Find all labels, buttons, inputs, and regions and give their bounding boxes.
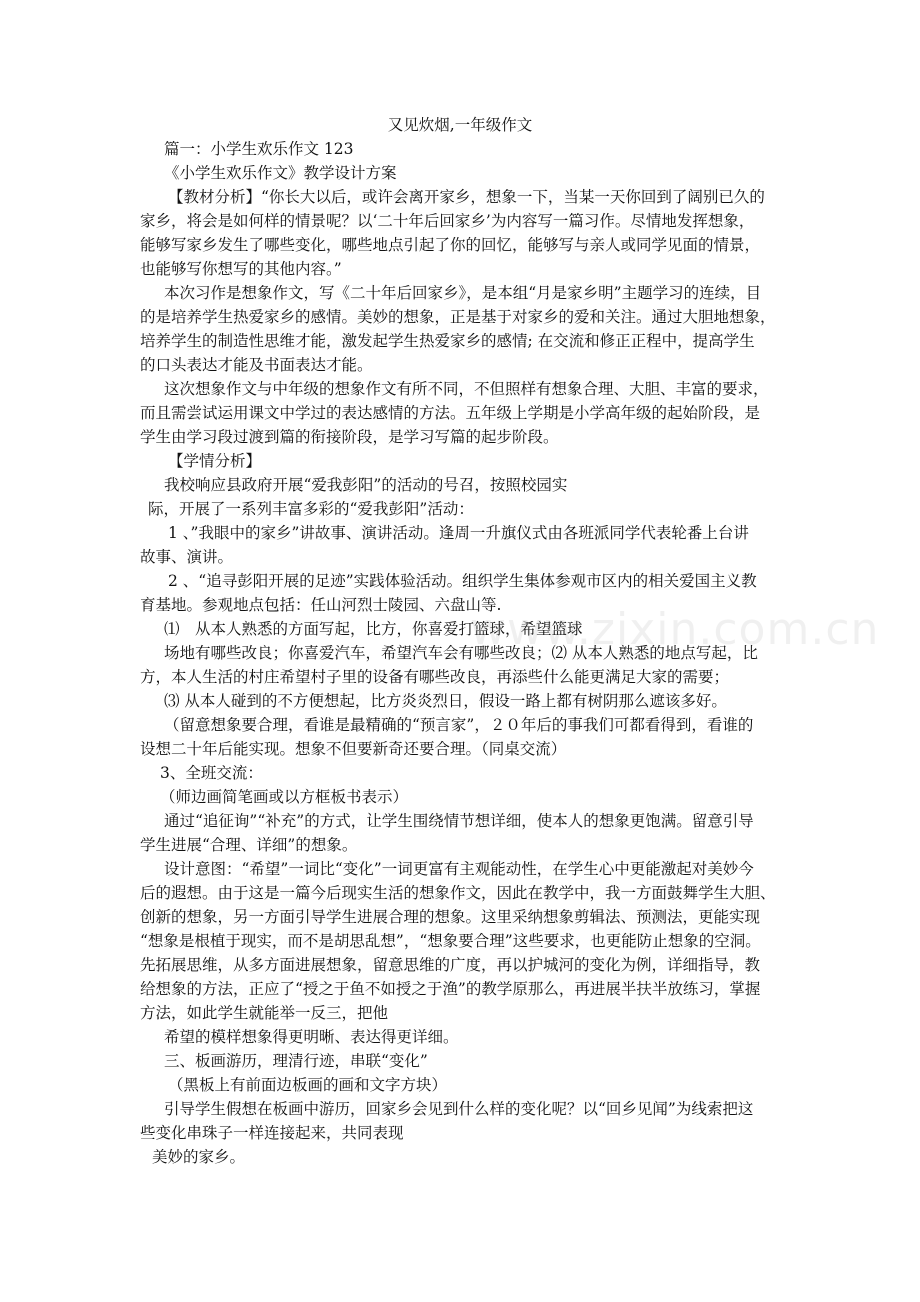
text-line: 育基地。参观地点包括：任山河烈士陵园、六盘山等. (140, 596, 502, 614)
text-line: 《小学生欢乐作文》教学设计方案 (164, 164, 397, 182)
text-line: 希望的模样想象得更明晰、表达得更详细。 (164, 1028, 459, 1046)
text-line: 际，开展了一系列丰富多彩的“爱我彭阳”活动： (148, 500, 474, 518)
text-line: 先拓展思维，从多方面进展想象，留意思维的广度，再以护城河的变化为例，详细指导，教 (140, 956, 761, 974)
text-line: 设想二十年后能实现。想象不但要新奇还要合理。（同桌交流） (140, 740, 567, 758)
text-line: 【教材分析】“你长大以后，或许会离开家乡，想象一下，当某一天你回到了阔别已久的 (168, 188, 765, 206)
text-line: 引导学生假想在板画中游历，回家乡会见到什么样的变化呢？以“回乡见闻”为线索把这 (164, 1100, 754, 1118)
text-line: 美妙的家乡。 (152, 1148, 246, 1166)
text-line: 家乡，将会是如何样的情景呢？以‘二十年后回家乡’为内容写一篇习作。尽情地发挥想象， (140, 212, 755, 230)
watermark: www.zixin.com.cn (470, 604, 880, 655)
text-line: 1 、”我眼中的家乡”讲故事、演讲活动。逢周一升旗仪式由各班派同学代表轮番上台讲 (168, 524, 749, 542)
text-line: “想象是根植于现实，而不是胡思乱想”，“想象要合理”这些要求，也更能防止想象的空洞。 (140, 932, 761, 950)
text-line: 3、全班交流： (160, 764, 263, 782)
text-line: 三、板画游历，理清行迹，串联“变化” (164, 1052, 428, 1070)
text-line: 场地有哪些改良；你喜爱汽车，希望汽车会有哪些改良；⑵ 从本人熟悉的地点写起，比 (164, 644, 758, 662)
text-line: 后的遐想。由于这是一篇今后现实生活的想象作文，因此在教学中，我一方面鼓舞学生大胆、 (140, 884, 776, 902)
text-line: 能够写家乡发生了哪些变化，哪些地点引起了你的回忆，能够写与亲人或同学见面的情景， (140, 236, 761, 254)
text-line: （黑板上有前面边板画的画和文字方块） (168, 1076, 448, 1094)
text-line: （师边画简笔画或以方框板书表示） (160, 788, 409, 806)
text-line: 的是培养学生热爱家乡的感情。美妙的想象，正是基于对家乡的爱和关注。通过大胆地想象， (140, 308, 776, 326)
text-line: ⑶ 从本人碰到的不方便想起，比方炎炎烈日，假设一路上都有树阴那么遮该多好。 (164, 692, 727, 710)
document-title: 又见炊烟,一年级作文 (387, 116, 533, 134)
text-line: 本次习作是想象作文，写《二十年后回家乡》，是本组“月是家乡明”主题学习的连续，目 (164, 284, 762, 302)
text-line: 而且需尝试运用课文中学过的表达感情的方法。五年级上学期是小学高年级的起始阶段，是 (140, 404, 761, 422)
section-heading: 【学情分析】 (168, 452, 262, 470)
text-line: 方，本人生活的村庄希望村子里的设备有哪些改良，再添些什么能更满足大家的需要； (140, 668, 730, 686)
text-line: 学生进展“合理、详细”的想象。 (140, 836, 358, 854)
text-line: 故事、演讲。 (140, 548, 234, 566)
text-line: ⑴ 从本人熟悉的方面写起，比方，你喜爱打篮球，希望篮球 (164, 620, 583, 638)
text-line: 也能够写你想写的其他内容。” (140, 260, 342, 278)
text-line: 通过“追征询”“补充”的方式，让学生围绕情节想详细，使本人的想象更饱满。留意引导 (164, 812, 754, 830)
text-line: 2 、“追寻彭阳开展的足迹”实践体验活动。组织学生集体参观市区内的相关爱国主义教 (168, 572, 757, 590)
text-line: 给想象的方法，正应了“授之于鱼不如授之于渔”的教学原那么，再进展半扶半放练习，掌握 (140, 980, 761, 998)
text-line: 方法，如此学生就能举一反三，把他 (140, 1004, 389, 1022)
text-line: 些变化串珠子一样连接起来，共同表现 (140, 1124, 404, 1142)
text-line: 我校响应县政府开展“爱我彭阳”的活动的号召，按照校园实 (164, 476, 568, 494)
text-line: 设计意图：“希望”一词比“变化”一词更富有主观能动性，在学生心中更能激起对美妙今 (164, 860, 754, 878)
text-line: 这次想象作文与中年级的想象作文有所不同，不但照样有想象合理、大胆、丰富的要求， (164, 380, 769, 398)
text-line: 创新的想象，另一方面引导学生进展合理的想象。这里采纳想象剪辑法、预测法，更能实现 (140, 908, 761, 926)
text-line: （留意想象要合理，看谁是最精确的“预言家”，２０年后的事我们可都看得到，看谁的 (164, 716, 754, 734)
text-line: 的口头表达才能及书面表达才能。 (140, 356, 373, 374)
text-line: 培养学生的制造性思维才能，激发起学生热爱家乡的感情; 在交流和修正正程中，提高学生 (140, 332, 755, 350)
text-line: 篇一：小学生欢乐作文 123 (164, 140, 354, 158)
text-line: 学生由学习段过渡到篇的衔接阶段，是学习写篇的起步阶段。 (140, 428, 559, 446)
